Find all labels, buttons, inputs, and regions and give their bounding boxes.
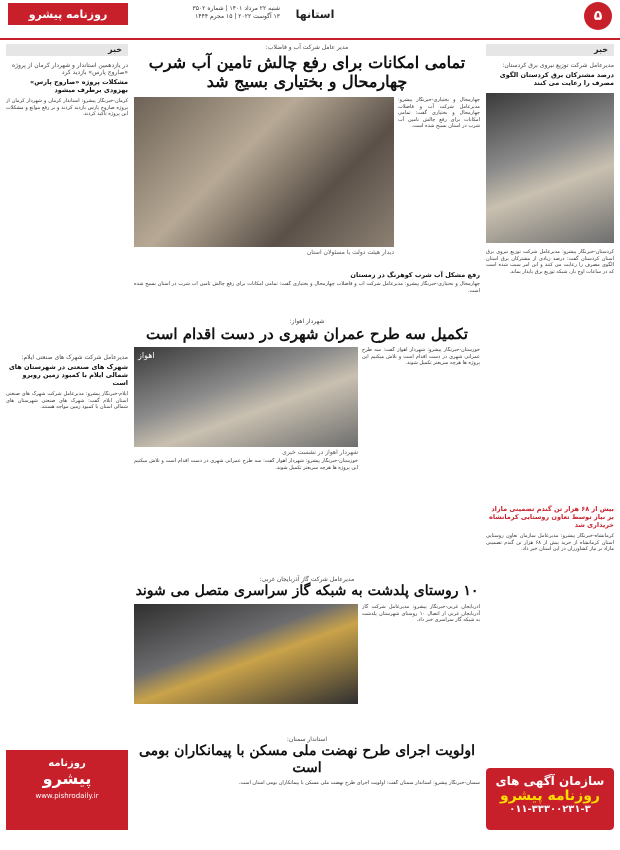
lead-body-2: چهارمحال و بختیاری-خبرنگار پیشرو: مدیرعامل شرکت آب و فاضلاب چهارمحال و بختیاری گفت: تمامی امکانات برای رفع چالش تامین آب شرب در استان بسیج شده است. <box>134 281 480 294</box>
right-item2-headline: بیش از ۶۸ هزار تن گندم تضمینی مازاد بر نیاز توسط تعاون روستایی کرمانشاه خریداری شد <box>489 505 614 529</box>
ad-right-line1: سازمان آگهی های <box>495 774 605 788</box>
story4-kicker: استاندار سمنان: <box>286 736 328 743</box>
right-column <box>486 44 614 834</box>
left-headline: مشکلات پروژه «صاروج پارس» بهزودی برطرف میشود <box>30 78 128 94</box>
left-item2-body: ایلام-خبرنگار پیشرو: مدیرعامل شرکت شهرک های صنعتی استان ایلام گفت: شهرک های صنعتی شهرستان های شمالی استان با کمبود زمین مواجه هستند. <box>6 391 128 411</box>
story4-body: سمنان-خبرنگار پیشرو: استاندار سمنان گفت: اولویت اجرای طرح نهضت ملی مسکن با پیمانکاران بومی استان است. <box>238 780 480 786</box>
story-3 <box>134 576 480 724</box>
ad-right-line2: روزنامه پیشرو <box>500 788 600 804</box>
story3-kicker: مدیرعامل شرکت گاز آذربایجان غربی: <box>259 576 355 583</box>
section-title: استانها <box>295 8 335 21</box>
lead-kicker: مدیر عامل شرکت آب و فاضلاب: <box>265 44 349 51</box>
left-column <box>6 44 128 744</box>
ad-box-left <box>6 750 128 830</box>
ad-left-site: www.pishrodaily.ir <box>35 792 99 800</box>
page-header <box>0 0 620 40</box>
story2-photo-label: اهواز <box>138 351 155 360</box>
story3-body: آذربایجان غربی-خبرنگار پیشرو: مدیرعامل شرکت گاز آذربایجان غربی از اتصال ۱۰ روستای شهرستان پلدشت به شبکه گاز سراسری خبر داد. <box>362 604 480 624</box>
story2-body: خوزستان-خبرنگار پیشرو: شهردار اهواز گفت: سه طرح عمرانی شهری در دست اقدام است و تلاش میکنیم این پروژه ها هرچه سریعتر تکمیل شوند. <box>362 347 480 367</box>
ad-left-sub: پیشرو <box>42 769 92 788</box>
story-2 <box>134 318 480 547</box>
ad-left-title: روزنامه <box>48 758 86 769</box>
right-body: کردستان-خبرنگار پیشرو: مدیرعامل شرکت توزیع نیروی برق استان کردستان گفت: درصد زیادی از مشترکان برق استان الگوی مصرف را رعایت می کنند و این امر سبب شده است که در ساعات اوج بار، شبکه توزیع برق پایدار بماند. <box>486 249 614 275</box>
left-kicker: در یازدهمین استاندار و شهردار کرمان از پروژه «صاروج پارس» بازدید کرد <box>11 62 128 76</box>
story2-kicker: شهردار اهواز: <box>289 318 325 325</box>
story3-photo <box>134 604 358 704</box>
story2-caption: شهردار اهواز در نشست خبری <box>282 449 358 456</box>
lead-photo-wrap <box>134 97 394 267</box>
story2-photo <box>134 347 358 447</box>
story3-headline: ۱۰ روستای پلدشت به شبکه گاز سراسری متصل می شوند <box>135 583 479 599</box>
date-line-1: شنبه ۲۲ مرداد ۱۴۰۱ | شماره ۳۵۰۲ <box>192 5 280 12</box>
ad-box-right <box>486 768 614 830</box>
khabar-band-left: خبر <box>6 44 128 56</box>
left-body: کرمان-خبرنگار پیشرو: استاندار کرمان و شهردار کرمان از پروژه صاروج پارس بازدید کردند و بر رفع موانع و مشکلات این پروژه تاکید کردند. <box>6 98 128 118</box>
story2-headline: تکمیل سه طرح عمران شهری در دست اقدام است <box>146 325 468 343</box>
story4-headline: اولویت اجرای طرح نهضت ملی مسکن با پیمانکاران بومی است <box>139 743 475 776</box>
right-portrait-photo <box>486 93 614 243</box>
lead-headline: تمامی امکانات برای رفع چالش تامین آب شرب چهارمحال و بختیاری بسیج شد <box>148 53 466 91</box>
right-headline: درصد مشترکان برق کردستان الگوی مصرف را رعایت می کنند <box>499 71 614 87</box>
story2-body-2: خوزستان-خبرنگار پیشرو: شهردار اهواز گفت: سه طرح عمرانی شهری در دست اقدام است و تلاش میکنیم این پروژه ها هرچه سریعتر تکمیل شوند. <box>134 458 358 471</box>
lead-story <box>134 44 480 331</box>
right-item2-body: کرمانشاه-خبرنگار پیشرو: مدیرعامل سازمان تعاون روستایی استان کرمانشاه از خرید بیش از ۶۸ هزار تن گندم تضمینی مازاد بر نیاز کشاورزان در این استان خبر داد. <box>486 533 614 553</box>
khabar-band-right: خبر <box>486 44 614 56</box>
date-block <box>150 5 280 21</box>
lead-photo <box>134 97 394 247</box>
date-line-2: ۱۳ آگوست ۲۰۲۲ | ۱۵ محرم ۱۴۴۴ <box>195 13 280 20</box>
right-kicker: مدیرعامل شرکت توزیع نیروی برق کردستان: <box>502 62 614 69</box>
page-number: ۵ <box>584 2 612 30</box>
newspaper-logo: روزنامه پیشرو <box>8 3 128 25</box>
lead-caption: دیدار هیئت دولت با مسئولان استان <box>306 249 394 256</box>
left-item2-headline: شهرک های صنعتی در شهرستان های شمالی ایلام با کمبود زمین روبرو است <box>8 363 128 387</box>
lead-body: چهارمحال و بختیاری-خبرنگار پیشرو: مدیرعامل شرکت آب و فاضلاب چهارمحال و بختیاری گفت: تمامی امکانات برای رفع چالش تامین آب شرب در استان بسیج شده است. <box>398 97 480 130</box>
left-item2-kicker: مدیرعامل شرکت شهرک های صنعتی ایلام: <box>21 354 128 361</box>
lead-subtitle: رفع مشکل آب شرب کوهرنگ در زمستان <box>350 271 480 279</box>
story-4 <box>134 736 480 850</box>
ad-right-phone: ۰۱۱-۳۳۳۰۰۲۳۱-۳ <box>509 804 591 815</box>
